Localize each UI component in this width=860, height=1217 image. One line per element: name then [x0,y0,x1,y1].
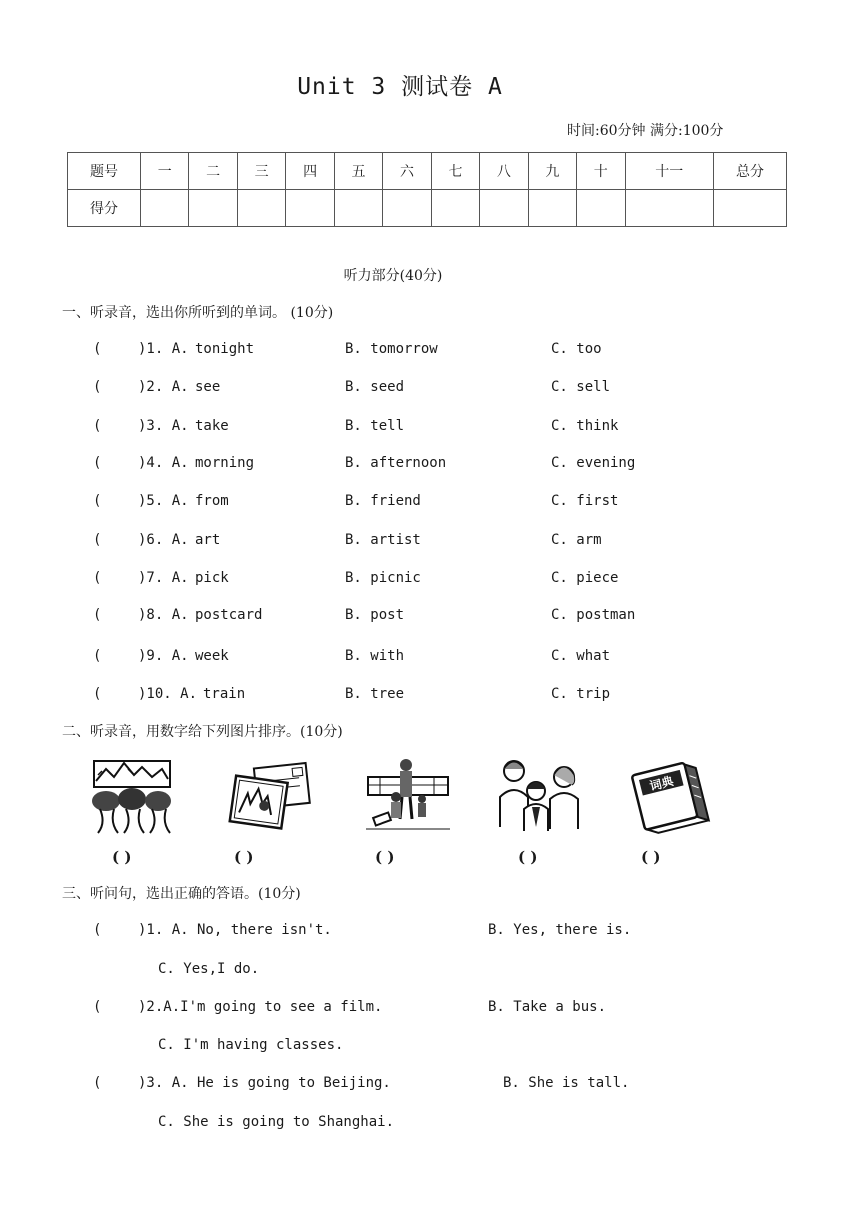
picture-answer-paren[interactable]: ( ) [112,848,132,866]
score-header-cell: 三 [237,153,285,190]
score-header-cell: 九 [528,153,576,190]
answer-paren-open[interactable]: ( [93,379,102,395]
score-cell[interactable] [480,190,528,227]
option-c: C. trip [551,686,611,702]
picture-answer-paren[interactable]: ( ) [375,848,395,866]
score-header-cell: 二 [189,153,237,190]
option-b: B. with [345,648,405,664]
score-header-cell: 一 [141,153,189,190]
option-b: B. She is tall. [503,1075,630,1091]
option-c: C. arm [551,532,602,548]
score-header-cell: 十一 [625,153,713,190]
option-c: C. She is going to Shanghai. [158,1114,395,1130]
score-cell[interactable] [528,190,576,227]
option-a: week [195,648,229,664]
picture-answer-paren[interactable]: ( ) [234,848,254,866]
option-b: B. Take a bus. [488,999,607,1015]
page-title: Unit 3 测试卷 A [297,74,503,100]
answer-paren-open[interactable]: ( [93,648,102,664]
score-cell[interactable] [383,190,431,227]
answer-paren-open[interactable]: ( [93,607,102,623]
item-number: )5. A. [138,493,189,509]
answer-paren-open[interactable]: ( [93,341,102,357]
option-c: C. Yes,I do. [158,961,260,977]
option-c: C. what [551,648,611,664]
family-at-station-icon [366,757,450,835]
score-cell[interactable] [237,190,285,227]
option-a: see [195,379,221,395]
item-number: )3. A. [138,418,189,434]
answer-paren-open[interactable]: ( [93,532,102,548]
score-cell[interactable] [714,190,787,227]
score-cell[interactable] [189,190,237,227]
listening-heading: 听力部分(40分) [343,268,443,284]
score-cell[interactable] [334,190,382,227]
option-b: B. seed [345,379,405,395]
score-header-cell: 四 [286,153,334,190]
answer-paren-open[interactable]: ( [93,418,102,434]
answer-paren-open[interactable]: ( [93,999,102,1015]
option-b: B. tree [345,686,405,702]
section3-heading: 三、听问句，选出正确的答语。(10分) [62,886,301,902]
option-c: C. too [551,341,602,357]
option-b: B. friend [345,493,421,509]
option-c: C. postman [551,607,636,623]
item-number: )1. A. [138,341,189,357]
option-a: pick [195,570,229,586]
exam-meta: 时间:60分钟 满分:100分 [567,123,724,139]
book-title-text: 词典 [648,773,675,794]
option-c: C. I'm having classes. [158,1037,344,1053]
option-c: C. first [551,493,619,509]
option-a: postcard [195,607,263,623]
grandparents-with-child-icon [496,757,580,835]
score-header-cell: 八 [480,153,528,190]
answer-paren-open[interactable]: ( [93,1075,102,1091]
score-header-cell: 五 [334,153,382,190]
answer-paren-open[interactable]: ( [93,686,102,702]
option-c: C. piece [551,570,619,586]
option-b: B. tomorrow [345,341,438,357]
section1-heading: 一、听录音，选出你所听到的单词。 (10分) [62,305,334,321]
score-table-score-row [68,190,787,227]
picture-answer-paren[interactable]: ( ) [518,848,538,866]
score-header-cell: 题号 [68,153,141,190]
item-number: )9. A. [138,648,189,664]
option-a: art [195,532,221,548]
item-number: )6. A. [138,532,189,548]
score-header-cell: 十 [577,153,625,190]
option-a: train [203,686,246,702]
option-b: B. tell [345,418,405,434]
option-a: from [195,493,229,509]
score-header-cell: 六 [383,153,431,190]
option-c: C. sell [551,379,611,395]
score-cell[interactable] [431,190,479,227]
option-b: B. artist [345,532,421,548]
option-a: tonight [195,341,255,357]
score-header-cell: 七 [431,153,479,190]
option-b: B. picnic [345,570,421,586]
option-a: )3. A. He is going to Beijing. [138,1075,391,1091]
dictionary-book-icon [628,757,712,835]
option-b: B. Yes, there is. [488,922,632,938]
item-number: )4. A. [138,455,189,471]
score-header-cell: 总分 [714,153,787,190]
item-number: )8. A. [138,607,189,623]
answer-paren-open[interactable]: ( [93,493,102,509]
score-cell[interactable] [625,190,713,227]
option-a: morning [195,455,255,471]
section2-heading: 二、听录音，用数字给下列图片排序。(10分) [62,724,343,740]
score-cell[interactable] [286,190,334,227]
score-row-label: 得分 [68,190,141,227]
answer-paren-open[interactable]: ( [93,455,102,471]
postcards-icon [228,757,312,835]
option-c: C. evening [551,455,636,471]
score-table [67,152,787,227]
option-b: B. afternoon [345,455,447,471]
option-a: )1. A. No, there isn't. [138,922,332,938]
option-a: take [195,418,229,434]
score-cell[interactable] [577,190,625,227]
score-cell[interactable] [141,190,189,227]
mountain-scenery-icon [90,757,174,835]
picture-answer-paren[interactable]: ( ) [641,848,661,866]
option-a: )2.A.I'm going to see a film. [138,999,383,1015]
item-number: )10. A. [138,686,198,702]
item-number: )2. A. [138,379,189,395]
answer-paren-open[interactable]: ( [93,922,102,938]
score-table-header-row [68,153,787,190]
option-b: B. post [345,607,405,623]
answer-paren-open[interactable]: ( [93,570,102,586]
option-c: C. think [551,418,619,434]
item-number: )7. A. [138,570,189,586]
